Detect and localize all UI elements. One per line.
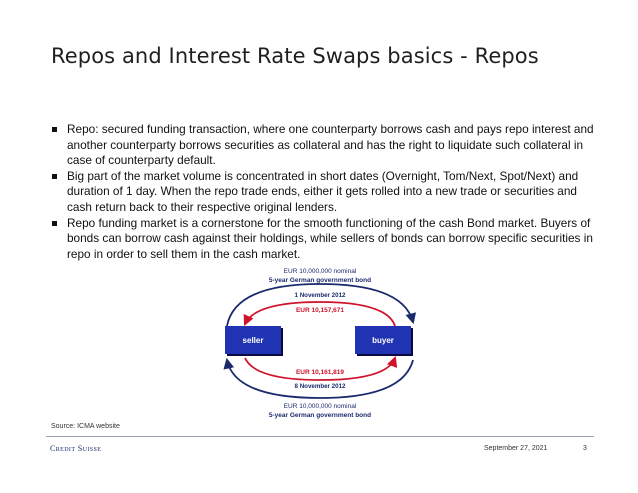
bullet-list	[50, 122, 595, 262]
seller-label: seller	[242, 336, 264, 345]
source-note: Source: ICMA website	[51, 423, 120, 430]
top-bond-label: 5-year German government bond	[268, 277, 372, 284]
top-cash-label: EUR 10,157,671	[295, 307, 345, 314]
bottom-nominal-label: EUR 10,000,000 nominal	[283, 403, 357, 410]
bullet-item-funding-market: Repo funding market is a cornerstone for the smooth functioning of the cash Bond market. Buyers of bonds can borrow cash against their holdings, while sellers of bonds can borrow specific securities in repo in order to sell them in the cash market.	[50, 216, 595, 263]
repo-flow-diagram	[215, 262, 425, 420]
footer-divider	[46, 436, 594, 437]
credit-suisse-logo	[50, 444, 101, 453]
logo-text: Credit Suisse	[50, 444, 102, 453]
top-nominal-label: EUR 10,000,000 nominal	[283, 268, 357, 275]
page-number: 3	[583, 445, 587, 452]
footer-date: September 27, 2021	[484, 445, 548, 452]
bond-transfer-arrow-top	[227, 284, 413, 326]
buyer-label: buyer	[372, 336, 394, 345]
bullet-item-repo-definition: Repo: secured funding transaction, where one counterparty borrows cash and pays repo interest and another counterparty borrows securities as collateral and has the right to liquidate such collateral in case of counterparty default.	[50, 122, 595, 169]
bottom-bond-label: 5-year German government bond	[268, 412, 372, 419]
bottom-date-label: 8 November 2012	[294, 383, 346, 390]
bottom-cash-label: EUR 10,161,819	[295, 369, 345, 376]
cash-transfer-arrow-top	[245, 302, 395, 326]
top-date-label: 1 November 2012	[294, 292, 346, 299]
slide-title: Repos and Interest Rate Swaps basics - Repos	[51, 44, 539, 68]
bond-transfer-arrow-bottom	[227, 360, 413, 398]
bullet-item-market-volume: Big part of the market volume is concentrated in short dates (Overnight, Tom/Next, Spot/Next) and duration of 1 day. When the repo trade ends, either it gets rolled into a new trade or securities and cash return back to their respective original lenders.	[50, 169, 595, 216]
